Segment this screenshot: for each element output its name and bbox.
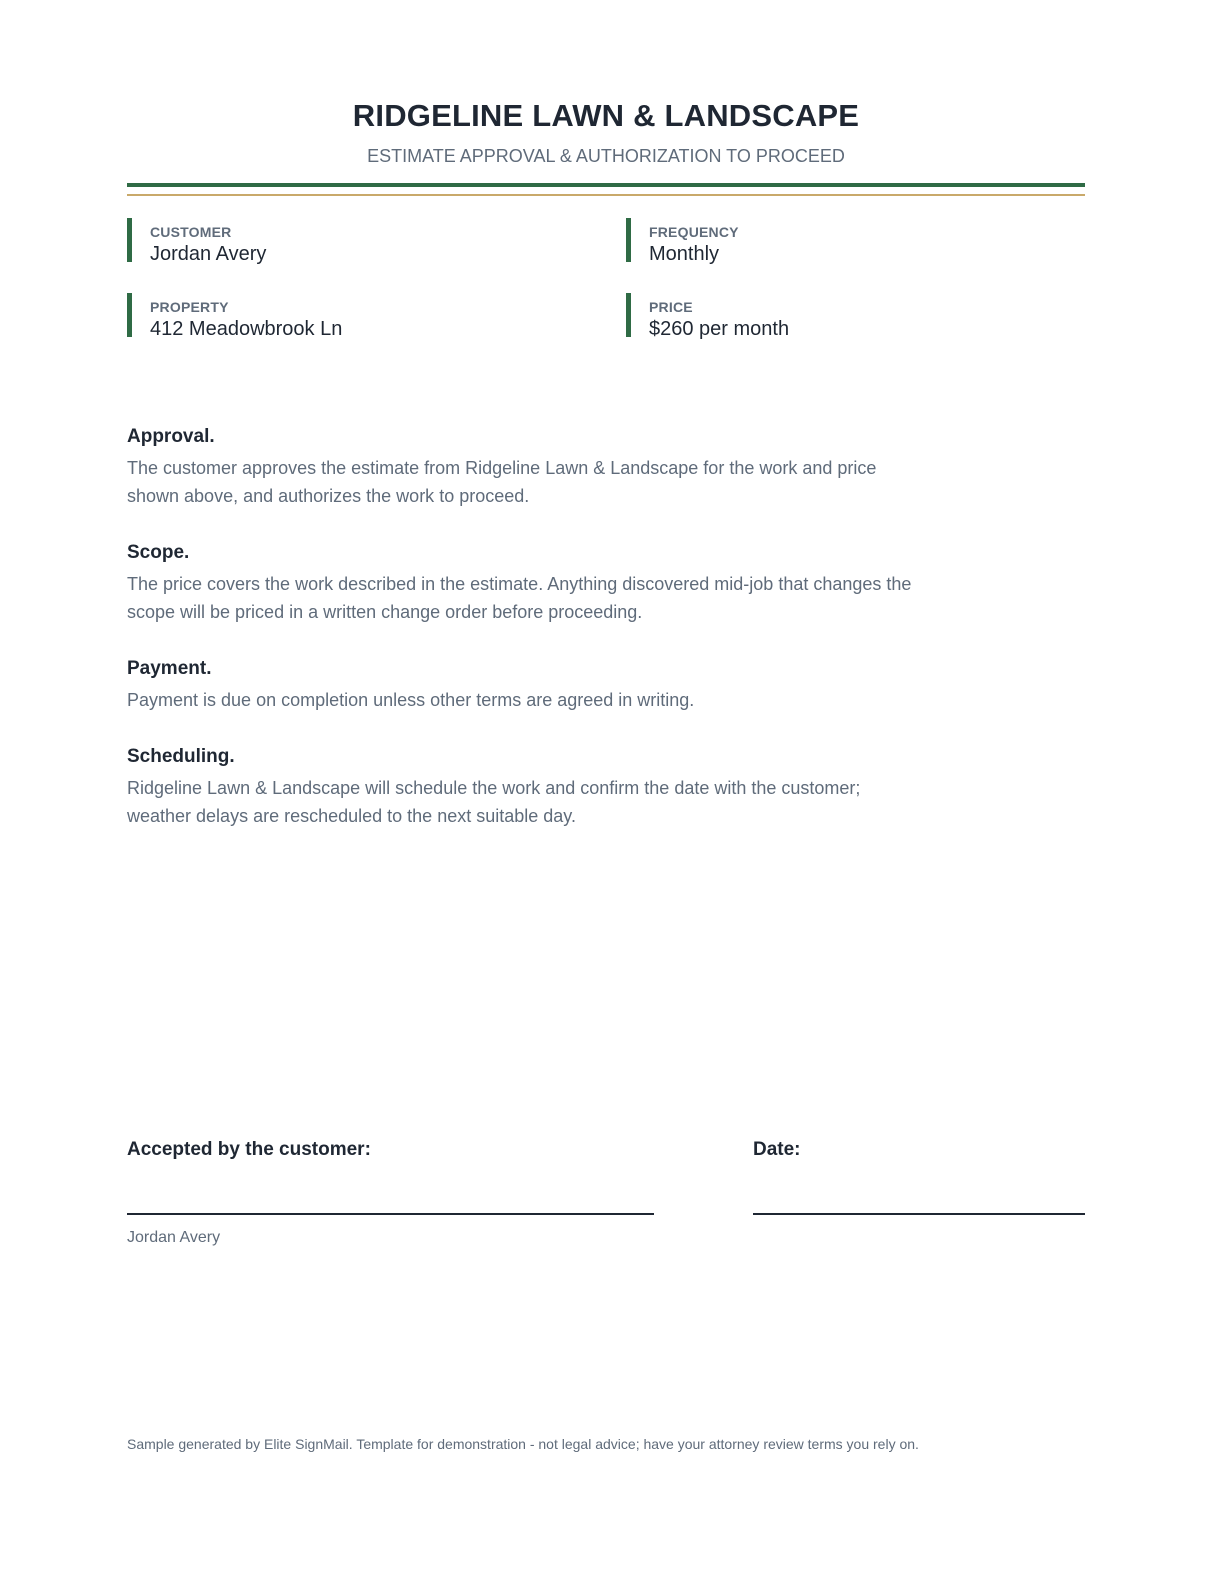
header-rule-gold <box>127 194 1085 196</box>
term-body: The customer approves the estimate from Ridgeline Lawn & Landscape for the work and price shown above, and authorizes the work to proceed. <box>127 458 877 506</box>
term-heading: Approval. <box>127 426 215 447</box>
field-value-customer: Jordan Avery <box>150 243 267 265</box>
term-scheduling <box>127 745 927 830</box>
terms-section <box>127 425 927 861</box>
company-name: RIDGELINE LAWN & LANDSCAPE <box>352 98 860 133</box>
document-page <box>127 0 1085 1584</box>
field-value-price: $260 per month <box>649 318 790 340</box>
term-body: Payment is due on completion unless other terms are agreed in writing. <box>127 690 695 710</box>
field-accent-bar <box>626 293 631 337</box>
term-payment <box>127 657 927 714</box>
term-heading: Payment. <box>127 658 212 679</box>
date-label: Date: <box>753 1139 801 1160</box>
customer-signature-line[interactable] <box>127 1213 654 1215</box>
term-heading: Scheduling. <box>127 746 235 767</box>
field-value-property: 412 Meadowbrook Ln <box>150 318 343 340</box>
field-frequency <box>626 218 1066 265</box>
footer-disclaimer: Sample generated by Elite SignMail. Template for demonstration - not legal advice; have your attorney review terms you rely on. <box>127 1436 919 1452</box>
field-label-frequency: FREQUENCY <box>649 224 739 240</box>
document-subtitle: ESTIMATE APPROVAL & AUTHORIZATION TO PROCEED <box>367 146 845 166</box>
field-value-frequency: Monthly <box>649 243 720 265</box>
field-price <box>626 293 1066 340</box>
field-label-price: PRICE <box>649 299 693 315</box>
term-approval <box>127 425 927 510</box>
field-label-customer: CUSTOMER <box>150 224 232 240</box>
field-accent-bar <box>127 218 132 262</box>
field-property <box>127 293 567 340</box>
term-heading: Scope. <box>127 542 190 563</box>
signer-name: Jordan Avery <box>127 1229 221 1246</box>
field-accent-bar <box>626 218 631 262</box>
field-customer <box>127 218 567 265</box>
header-rule-green <box>127 183 1085 187</box>
term-body: Ridgeline Lawn & Landscape will schedule the work and confirm the date with the customer; weather delays are rescheduled to the next suitable day. <box>127 778 861 826</box>
term-scope <box>127 541 927 626</box>
field-accent-bar <box>127 293 132 337</box>
term-body: The price covers the work described in the estimate. Anything discovered mid-job that changes the scope will be priced in a written change order before proceeding. <box>127 574 912 622</box>
field-label-property: PROPERTY <box>150 299 229 315</box>
accepted-by-label: Accepted by the customer: <box>127 1139 371 1160</box>
date-signature-line[interactable] <box>753 1213 1085 1215</box>
